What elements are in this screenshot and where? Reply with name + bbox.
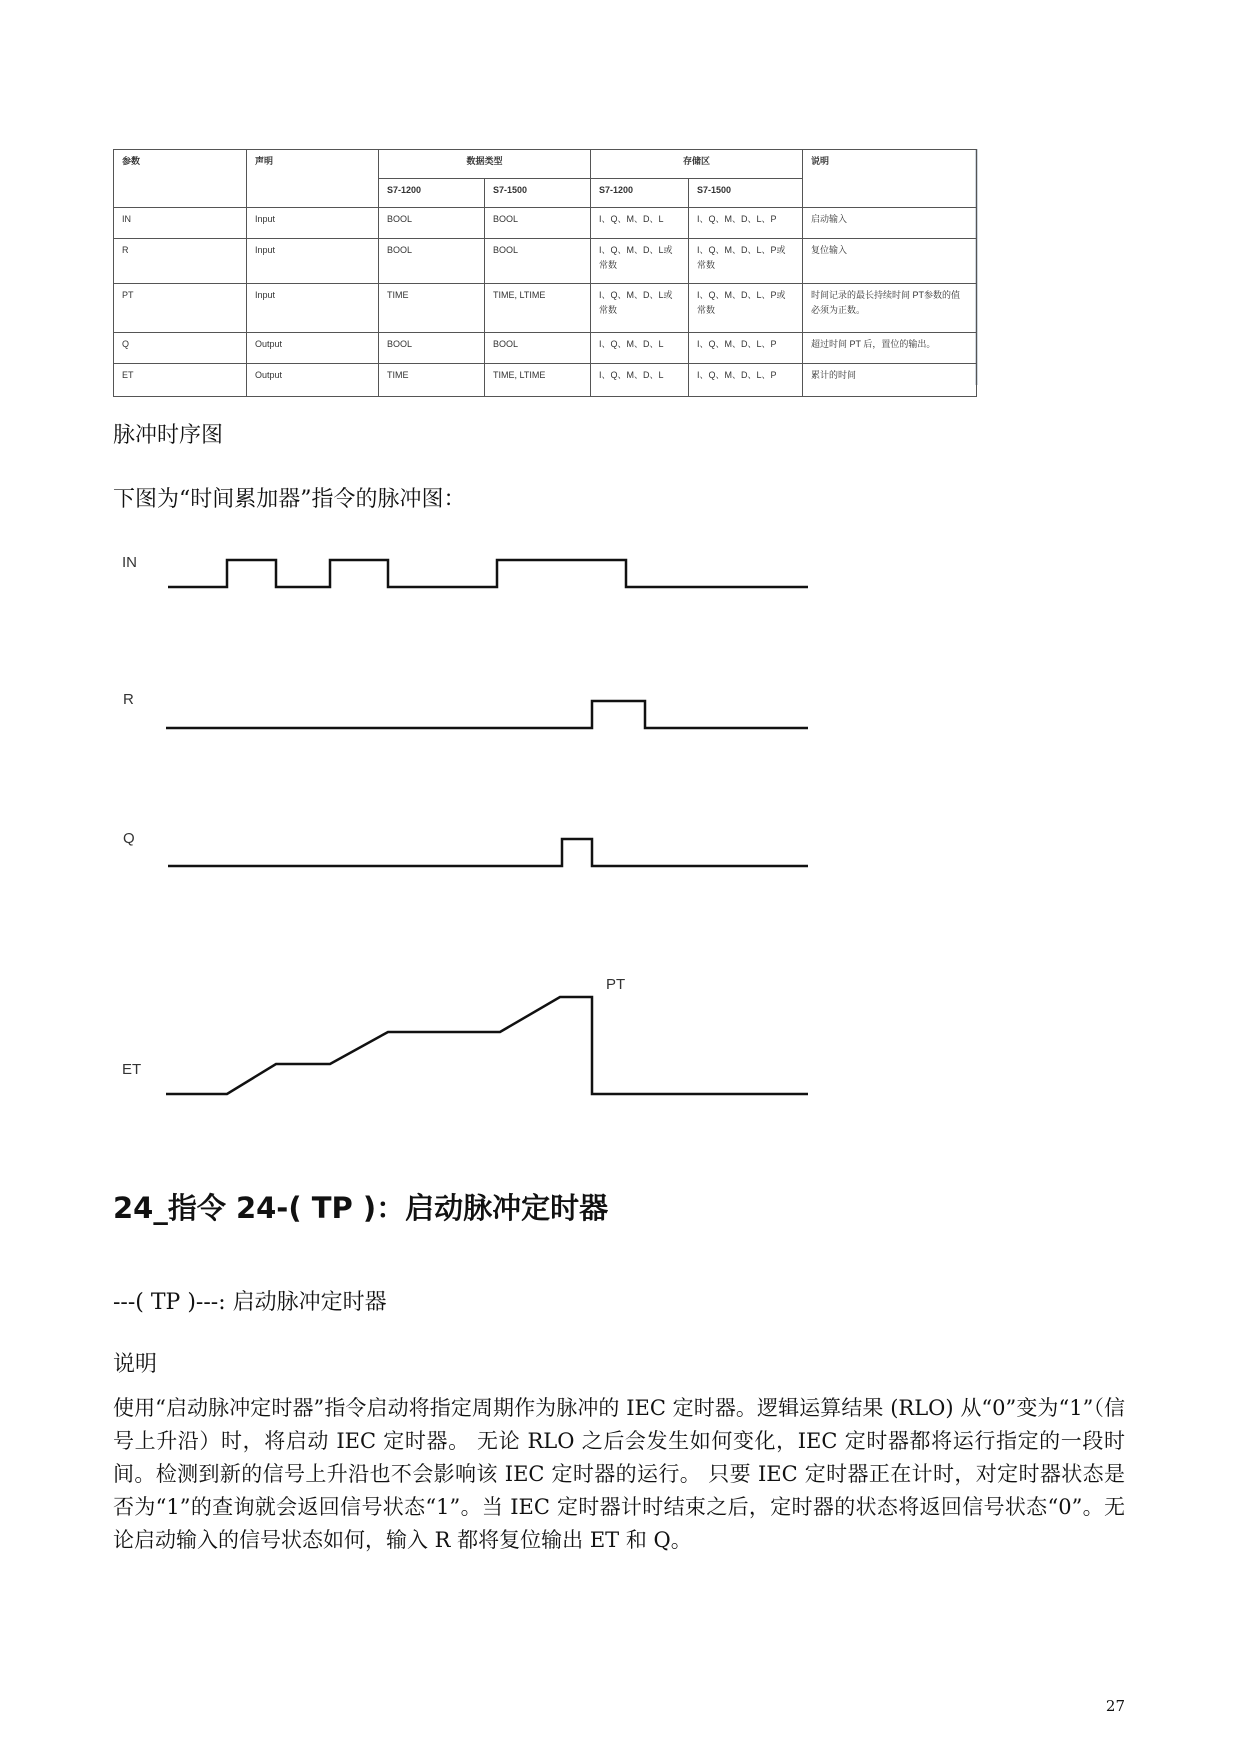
cell-mem-1200: I、Q、M、D、L xyxy=(591,364,689,397)
pulse-caption: 下图为“时间累加器”指令的脉冲图： xyxy=(113,487,466,512)
cell-type-1200: BOOL xyxy=(379,208,485,239)
r-label: R xyxy=(123,691,134,708)
header-declaration: 声明 xyxy=(247,150,379,208)
cell-type-1500: BOOL xyxy=(485,333,591,364)
header-s7-1500-type: S7-1500 xyxy=(485,179,591,208)
cell-decl: Input xyxy=(247,208,379,239)
description-label: 说明 xyxy=(113,1352,158,1377)
pt-label: PT xyxy=(606,976,626,993)
cell-type-1500: TIME, LTIME xyxy=(485,364,591,397)
et-label: ET xyxy=(122,1061,142,1078)
in-signal-line xyxy=(168,560,808,587)
cell-type-1200: BOOL xyxy=(379,239,485,284)
header-s7-1200-storage: S7-1200 xyxy=(591,179,689,208)
cell-param: R xyxy=(114,239,247,284)
et-signal-line xyxy=(166,997,808,1094)
cell-type-1200: BOOL xyxy=(379,333,485,364)
cell-type-1500: BOOL xyxy=(485,239,591,284)
cell-mem-1500: I、Q、M、D、L、P或常数 xyxy=(689,284,803,333)
header-storage: 存储区 xyxy=(591,150,803,179)
header-data-type: 数据类型 xyxy=(379,150,591,179)
cell-decl: Output xyxy=(247,333,379,364)
cell-type-1500: TIME, LTIME xyxy=(485,284,591,333)
body-paragraph: 使用“启动脉冲定时器”指令启动将指定周期作为脉冲的 IEC 定时器。逻辑运算结果 (RLO) 从“0”变为“1”（信号上升沿）时，将启动 IEC 定时器。 无论 RLO 之后会发生如何变化，IEC 定时器都将运行指定的一段时间。检测到新的信号上升沿也不会影响该 IEC 定时器的运行。 只要 IEC 定时器正在计时，对定时器状态是否为“1”的查询就会返回信号状态“1”。当 IEC 定时器计时结束之后，定时器的状态将返回信号状态“0”。无论启动输入的信号状态如何，输入 R 都将复位输出 ET 和 Q。 xyxy=(113,1396,1125,1552)
cell-type-1200: TIME xyxy=(379,284,485,333)
cell-mem-1500: I、Q、M、D、L、P或常数 xyxy=(689,239,803,284)
cell-param: PT xyxy=(114,284,247,333)
cell-param: IN xyxy=(114,208,247,239)
cell-desc: 启动输入 xyxy=(803,208,977,239)
in-label: IN xyxy=(122,554,137,571)
cell-mem-1200: I、Q、M、D、L xyxy=(591,208,689,239)
cell-type-1200: TIME xyxy=(379,364,485,397)
header-s7-1200-type: S7-1200 xyxy=(379,179,485,208)
cell-type-1500: BOOL xyxy=(485,208,591,239)
section-title-pulse: 脉冲时序图 xyxy=(113,423,224,448)
cell-desc: 累计的时间 xyxy=(803,364,977,397)
header-description: 说明 xyxy=(803,150,977,208)
cell-desc: 超过时间 PT 后，置位的输出。 xyxy=(803,333,977,364)
section-heading: 24_指令 24-( TP )：启动脉冲定时器 xyxy=(113,1191,609,1225)
cell-mem-1200: I、Q、M、D、L xyxy=(591,333,689,364)
cell-decl: Output xyxy=(247,364,379,397)
cell-mem-1500: I、Q、M、D、L、P xyxy=(689,333,803,364)
header-param: 参数 xyxy=(114,150,247,208)
r-signal-line xyxy=(166,701,808,728)
q-label: Q xyxy=(123,830,135,847)
cell-mem-1200: I、Q、M、D、L或常数 xyxy=(591,239,689,284)
cell-param: ET xyxy=(114,364,247,397)
q-signal-line xyxy=(168,839,808,866)
subtitle: ---( TP )---: 启动脉冲定时器 xyxy=(113,1290,387,1315)
cell-desc: 复位输入 xyxy=(803,239,977,284)
cell-mem-1200: I、Q、M、D、L或常数 xyxy=(591,284,689,333)
cell-decl: Input xyxy=(247,284,379,333)
page-number: 27 xyxy=(1105,1697,1125,1715)
cell-param: Q xyxy=(114,333,247,364)
cell-desc: 时间记录的最长持续时间 PT参数的值必须为正数。 xyxy=(803,284,977,333)
cell-mem-1500: I、Q、M、D、L、P xyxy=(689,364,803,397)
header-s7-1500-storage: S7-1500 xyxy=(689,179,803,208)
cell-decl: Input xyxy=(247,239,379,284)
cell-mem-1500: I、Q、M、D、L、P xyxy=(689,208,803,239)
